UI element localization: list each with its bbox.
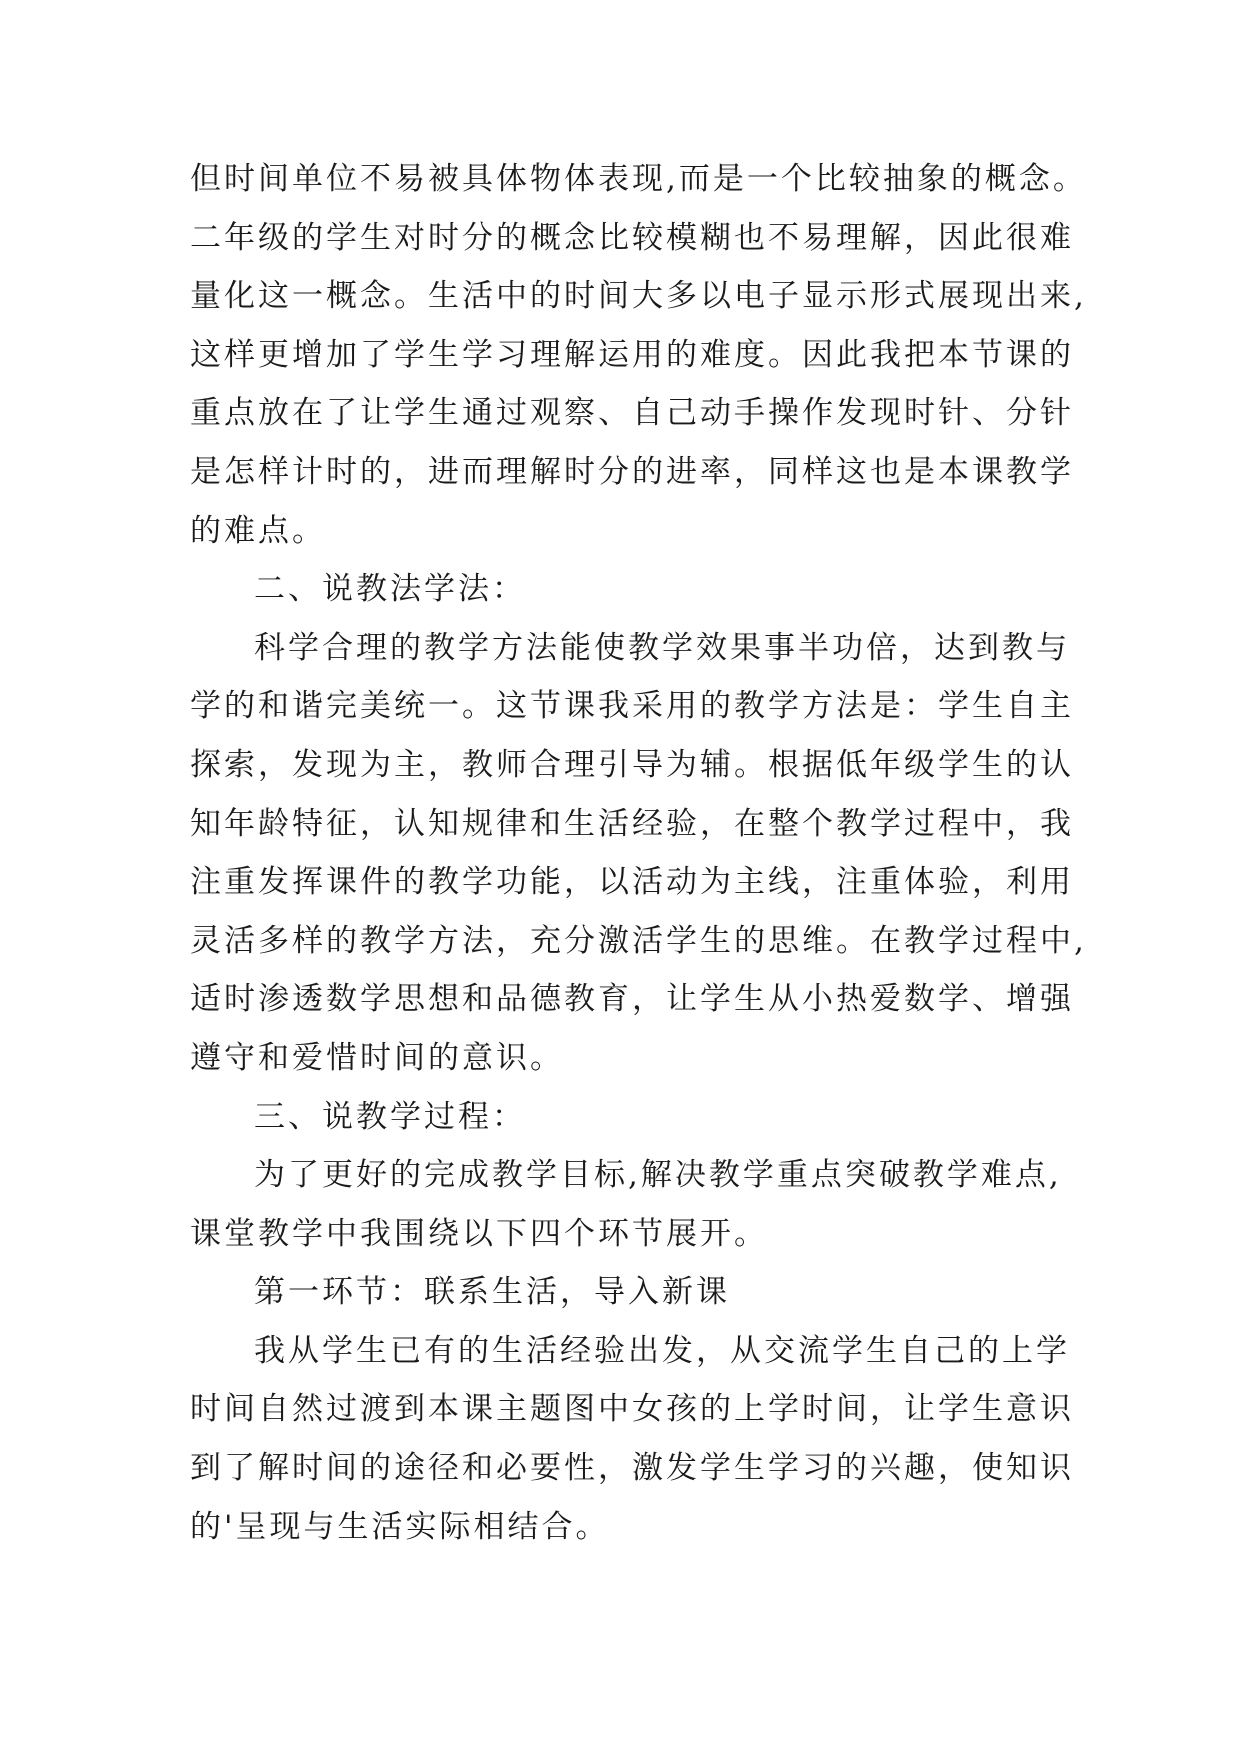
text-line: 的难点。 (190, 512, 326, 549)
text-line: 学的和谐完美统一。这节课我采用的教学方法是：学生自主 (190, 688, 1074, 725)
text-line: 我从学生已有的生活经验出发，从交流学生自己的上学 (254, 1332, 1070, 1369)
text-line: 的'呈现与生活实际相结合。 (190, 1508, 610, 1545)
text-line: 注重发挥课件的教学功能，以活动为主线，注重体验，利用 (190, 864, 1074, 901)
text-line: 二、说教法学法： (254, 571, 526, 608)
text-line: 遵守和爱惜时间的意识。 (190, 1039, 564, 1076)
text-line: 适时渗透数学思想和品德教育，让学生从小热爱数学、增强 (190, 981, 1074, 1018)
text-line: 第一环节：联系生活，导入新课 (254, 1274, 730, 1311)
text-line: 量化这一概念。生活中的时间大多以电子显示形式展现出来, (190, 278, 1087, 315)
text-line: 但时间单位不易被具体物体表现,而是一个比较抽象的概念。 (190, 161, 1087, 197)
text-line: 三、说教学过程： (254, 1098, 526, 1135)
text-line: 重点放在了让学生通过观察、自己动手操作发现时针、分针 (190, 395, 1074, 432)
text-line: 时间自然过渡到本课主题图中女孩的上学时间，让学生意识 (190, 1391, 1074, 1428)
text-line: 课堂教学中我围绕以下四个环节展开。 (190, 1215, 768, 1252)
text-line: 科学合理的教学方法能使教学效果事半功倍，达到教与 (254, 629, 1070, 666)
text-line: 为了更好的完成教学目标,解决教学重点突破教学难点, (254, 1157, 1062, 1194)
body-text (190, 150, 1090, 1556)
text-line: 到了解时间的途径和必要性，激发学生学习的兴趣，使知识 (190, 1450, 1074, 1487)
text-line: 灵活多样的教学方法，充分激活学生的思维。在教学过程中, (190, 922, 1087, 959)
text-line: 探索，发现为主，教师合理引导为辅。根据低年级学生的认 (190, 746, 1074, 783)
text-line: 知年龄特征，认知规律和生活经验，在整个教学过程中，我 (190, 805, 1074, 842)
text-line: 二年级的学生对时分的概念比较模糊也不易理解，因此很难 (190, 219, 1074, 256)
text-line: 这样更增加了学生学习理解运用的难度。因此我把本节课的 (190, 336, 1074, 373)
text-line: 是怎样计时的，进而理解时分的进率，同样这也是本课教学 (190, 453, 1074, 490)
